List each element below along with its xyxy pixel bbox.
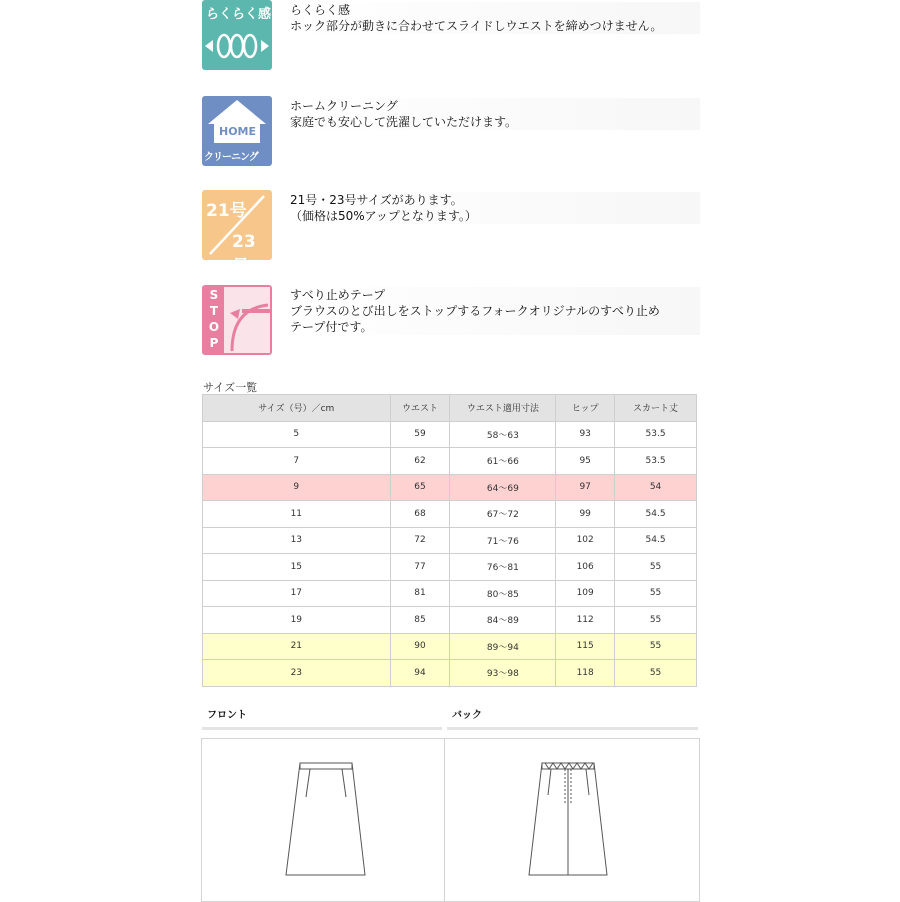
table-row bbox=[203, 580, 697, 607]
cell-waist-fit: 84～89 bbox=[450, 607, 556, 634]
cell-waist: 72 bbox=[390, 527, 450, 554]
cell-skirt-length: 53.5 bbox=[615, 421, 697, 448]
cell-size: 21 bbox=[203, 633, 391, 660]
cell-waist-fit: 93～98 bbox=[450, 660, 556, 687]
feature-stop-tape bbox=[202, 285, 702, 357]
feature-stop-tape-text bbox=[290, 287, 700, 335]
feature-description: ホック部分が動きに合わせてスライドしウエストを締めつけません。 bbox=[290, 19, 663, 33]
stop-tape-icon: STOP bbox=[202, 285, 272, 355]
size-table-header-row bbox=[203, 395, 697, 422]
cell-waist: 77 bbox=[390, 554, 450, 581]
cell-hip: 99 bbox=[556, 501, 615, 528]
cell-waist-fit: 71～76 bbox=[450, 527, 556, 554]
cell-skirt-length: 55 bbox=[615, 660, 697, 687]
cell-skirt-length: 53.5 bbox=[615, 448, 697, 475]
feature-description: ブラウスのとび出しをストップするフォークオリジナルのすべり止め bbox=[290, 304, 660, 318]
back-divider bbox=[447, 727, 698, 730]
cell-size: 23 bbox=[203, 660, 391, 687]
header-waist: ウエスト bbox=[390, 395, 450, 422]
cell-waist: 62 bbox=[390, 448, 450, 475]
skirt-front-illustration bbox=[202, 739, 444, 901]
cell-waist-fit: 58～63 bbox=[450, 421, 556, 448]
cell-skirt-length: 54.5 bbox=[615, 501, 697, 528]
back-view-label: バック bbox=[452, 710, 482, 721]
cell-hip: 93 bbox=[556, 421, 615, 448]
cell-waist: 59 bbox=[390, 421, 450, 448]
feature-description: （価格は50%アップとなります。） bbox=[290, 209, 477, 223]
feature-comfort bbox=[202, 0, 702, 72]
cell-waist: 94 bbox=[390, 660, 450, 687]
cell-waist-fit: 76～81 bbox=[450, 554, 556, 581]
cell-size: 7 bbox=[203, 448, 391, 475]
feature-description: 家庭でも安心して洗濯していただけます。 bbox=[290, 115, 518, 129]
cell-skirt-length: 54.5 bbox=[615, 527, 697, 554]
header-size: サイズ（号）／cm bbox=[203, 395, 391, 422]
home-cleaning-icon: HOME クリーニング bbox=[202, 96, 272, 166]
cell-waist: 85 bbox=[390, 607, 450, 634]
table-row bbox=[203, 421, 697, 448]
cell-hip: 112 bbox=[556, 607, 615, 634]
cell-hip: 97 bbox=[556, 474, 615, 501]
cell-skirt-length: 55 bbox=[615, 554, 697, 581]
cell-waist-fit: 89～94 bbox=[450, 633, 556, 660]
feature-large-sizes bbox=[202, 190, 702, 277]
size-21-23-icon: 21号 23号 bbox=[202, 190, 272, 260]
table-row bbox=[203, 474, 697, 501]
table-row bbox=[203, 660, 697, 687]
cell-waist-fit: 80～85 bbox=[450, 580, 556, 607]
front-divider bbox=[202, 727, 442, 730]
cell-waist-fit: 67～72 bbox=[450, 501, 556, 528]
header-skirt-length: スカート丈 bbox=[615, 395, 697, 422]
cell-skirt-length: 55 bbox=[615, 607, 697, 634]
table-row bbox=[203, 607, 697, 634]
cell-hip: 102 bbox=[556, 527, 615, 554]
cell-size: 15 bbox=[203, 554, 391, 581]
cell-size: 13 bbox=[203, 527, 391, 554]
table-row bbox=[203, 527, 697, 554]
comfort-icon: らくらく感 bbox=[202, 0, 272, 70]
front-view-label: フロント bbox=[207, 710, 247, 721]
cell-waist-fit: 61～66 bbox=[450, 448, 556, 475]
cell-hip: 115 bbox=[556, 633, 615, 660]
cell-waist: 68 bbox=[390, 501, 450, 528]
feature-comfort-text bbox=[290, 2, 700, 34]
size-table-caption: サイズ一覧 bbox=[203, 381, 258, 394]
size-table bbox=[202, 394, 697, 687]
cell-skirt-length: 55 bbox=[615, 633, 697, 660]
table-row bbox=[203, 501, 697, 528]
cell-size: 9 bbox=[203, 474, 391, 501]
cell-size: 19 bbox=[203, 607, 391, 634]
cell-size: 11 bbox=[203, 501, 391, 528]
feature-large-sizes-text bbox=[290, 192, 700, 224]
feature-home-cleaning bbox=[202, 96, 702, 168]
cell-waist: 81 bbox=[390, 580, 450, 607]
table-row bbox=[203, 554, 697, 581]
feature-title: らくらく感 bbox=[290, 3, 351, 17]
feature-home-cleaning-text bbox=[290, 98, 700, 130]
cell-size: 5 bbox=[203, 421, 391, 448]
header-waist-fit: ウエスト適用寸法 bbox=[450, 395, 556, 422]
cell-skirt-length: 54 bbox=[615, 474, 697, 501]
header-hip: ヒップ bbox=[556, 395, 615, 422]
cell-hip: 109 bbox=[556, 580, 615, 607]
back-view-panel bbox=[444, 738, 700, 902]
feature-title: 21号・23号サイズがあります。 bbox=[290, 193, 463, 207]
cell-waist: 90 bbox=[390, 633, 450, 660]
cell-hip: 106 bbox=[556, 554, 615, 581]
cell-skirt-length: 55 bbox=[615, 580, 697, 607]
table-row bbox=[203, 633, 697, 660]
front-view-panel bbox=[201, 738, 445, 902]
feature-title: ホームクリーニング bbox=[290, 99, 398, 113]
table-row bbox=[203, 448, 697, 475]
cell-waist-fit: 64～69 bbox=[450, 474, 556, 501]
feature-title: すべり止めテープ bbox=[290, 288, 386, 302]
cell-size: 17 bbox=[203, 580, 391, 607]
cell-hip: 95 bbox=[556, 448, 615, 475]
feature-description: テープ付です。 bbox=[290, 320, 373, 334]
cell-waist: 65 bbox=[390, 474, 450, 501]
cell-hip: 118 bbox=[556, 660, 615, 687]
skirt-back-illustration bbox=[445, 739, 699, 901]
